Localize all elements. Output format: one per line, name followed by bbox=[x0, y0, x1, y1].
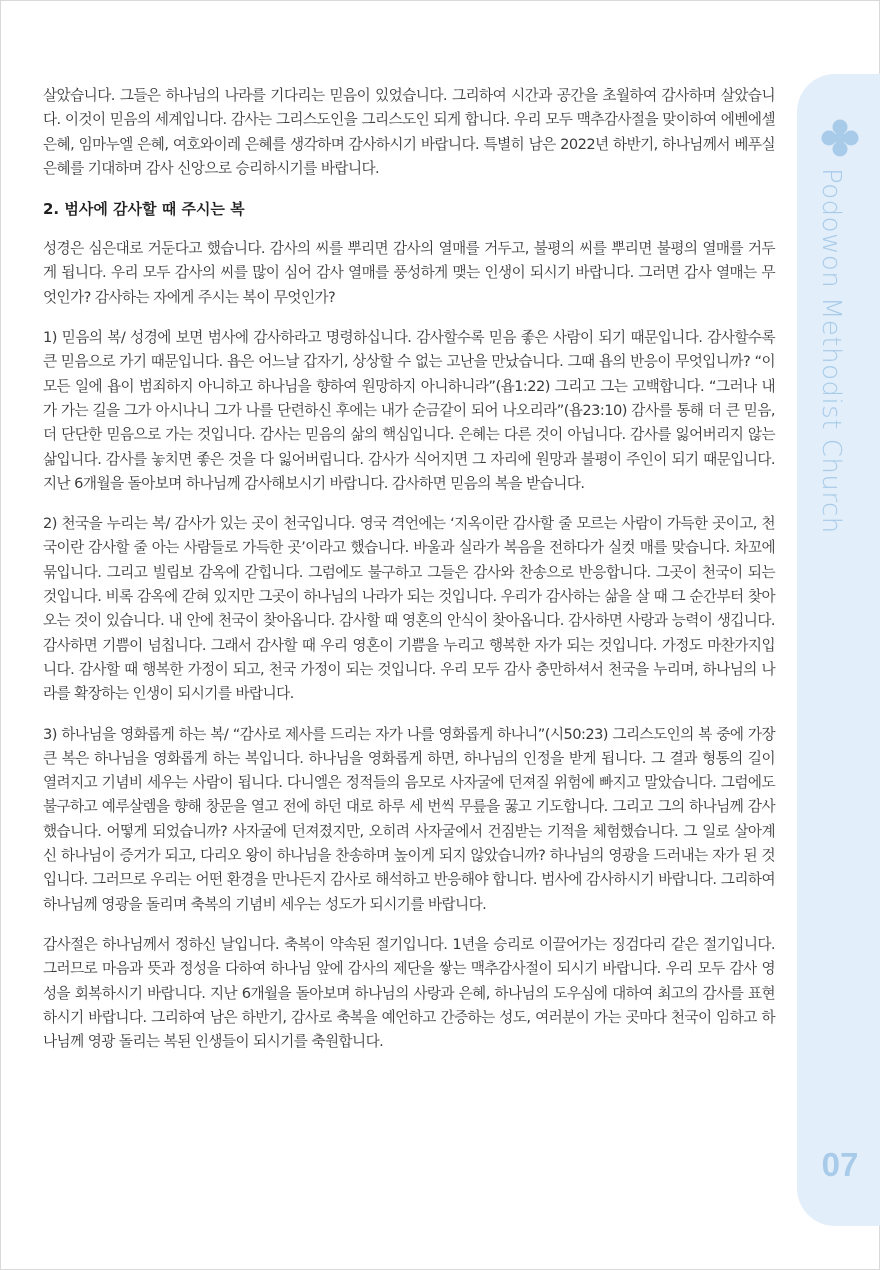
paragraph-blessing-heaven: 2) 천국을 누리는 복/ 감사가 있는 곳이 천국입니다. 영국 격언에는 ‘지옥이란 감사할 줄 모르는 사람이 가득한 곳이고, 천국이란 감사할 줄 아는 사람들로 가득한 곳’이라고 했습니다. 바울과 실라가 복음을 전하다가 실컷 매를 맞습니다. 차꼬에 묶입니다. 그리고 빌립보 감옥에 갇힙니다. 그럼에도 불구하고 그들은 감사와 찬송으로 반응합니다. 그곳이 천국이 되는 것입니다. 비록 감옥에 갇혀 있지만 그곳이 하나님의 나라가 되는 것입니다. 우리가 감사하는 삶을 살 때 그 순간부터 찾아오는 것이 있습니다. 내 안에 천국이 찾아옵니다. 감사할 때 영혼의 안식이 찾아옵니다. 감사하면 사랑과 능력이 생깁니다. 감사하면 기쁨이 넘칩니다. 그래서 감사할 때 우리 영혼이 기쁨을 누리고 행복한 자가 되는 것입니다. 가정도 마찬가지입니다. 감사할 때 행복한 가정이 되고, 천국 가정이 되는 것입니다. 우리 모두 감사 충만하셔서 천국을 누리며, 하나님의 나라를 확장하는 인생이 되시기를 바랍니다. bbox=[43, 515, 775, 703]
article-body bbox=[43, 84, 775, 1070]
paragraph-conclusion: 감사절은 하나님께서 정하신 날입니다. 축복이 약속된 절기입니다. 1년을 승리로 이끌어가는 징검다리 같은 절기입니다. 그러므로 마음과 뜻과 정성을 다하여 하나님 앞에 감사의 제단을 쌓는 맥추감사절이 되시기 바랍니다. 우리 모두 감사 영성을 회복하시기 바랍니다. 지난 6개월을 돌아보며 하나님의 사랑과 은혜, 하나님의 도우심에 대하여 최고의 감사를 표현하시기 바랍니다. 그리하여 남은 하반기, 감사로 축복을 예언하고 간증하는 성도, 여러분이 가는 곳마다 천국이 임하고 하나님께 영광 돌리는 복된 인생들이 되시기를 축원합니다. bbox=[43, 935, 775, 1051]
church-name: Podowon Methodist Church bbox=[816, 168, 846, 534]
page-number: 07 bbox=[821, 1146, 859, 1183]
paragraph-blessing-faith: 1) 믿음의 복/ 성경에 보면 범사에 감사하라고 명령하십니다. 감사할수록 믿음 좋은 사람이 되기 때문입니다. 감사할수록 큰 믿음으로 가기 때문입니다. 욥은 어느날 갑자기, 상상할 수 없는 고난을 만났습니다. 그때 욥의 반응이 무엇입니까? “이 모든 일에 욥이 범죄하지 아니하고 하나님을 향하여 원망하지 아니하니라”(욥1:22) 그리고 그는 고백합니다. “그러나 내가 가는 길을 그가 아시나니 그가 나를 단련하신 후에는 내가 순금같이 되어 나오리라”(욥23:10) 감사를 통해 더 큰 믿음, 더 단단한 믿음으로 가는 것입니다. 감사는 믿음의 삶의 핵심입니다. 은혜는 다른 것이 아닙니다. 감사를 잃어버리지 않는 삶입니다. 감사를 놓치면 좋은 것을 다 잃어버립니다. 감사가 식어지면 그 자리에 원망과 불평이 주인이 되기 때문입니다. 지난 6개월을 돌아보며 하나님께 감사해보시기 바랍니다. 감사하면 믿음의 복을 받습니다. bbox=[43, 329, 775, 492]
section-heading: 2. 범사에 감사할 때 주시는 복 bbox=[43, 200, 245, 219]
grape-cluster-icon bbox=[820, 118, 860, 158]
intro-paragraph: 살았습니다. 그들은 하나님의 나라를 기다리는 믿음이 있었습니다. 그리하여 시간과 공간을 초월하여 감사하며 살았습니다. 이것이 믿음의 세계입니다. 감사는 그리스도인을 그리스도인 되게 합니다. 우리 모두 맥추감사절을 맞이하여 에벤에셀 은혜, 임마누엘 은혜, 여호와이레 은혜를 생각하며 감사하시기 바랍니다. 특별히 남은 2022년 하반기, 하나님께서 베푸실 은혜를 기대하며 감사 신앙으로 승리하시기를 바랍니다. bbox=[43, 87, 775, 177]
paragraph-harvest: 성경은 심은대로 거둔다고 했습니다. 감사의 씨를 뿌리면 감사의 열매를 거두고, 불평의 씨를 뿌리면 불평의 열매를 거두게 됩니다. 우리 모두 감사의 씨를 많이 심어 감사 열매를 풍성하게 맺는 인생이 되시기 바랍니다. 그러면 감사 열매는 무엇인가? 감사하는 자에게 주시는 복이 무엇인가? bbox=[43, 240, 775, 306]
paragraph-blessing-glory: 3) 하나님을 영화롭게 하는 복/ “감사로 제사를 드리는 자가 나를 영화롭게 하나니”(시50:23) 그리스도인의 복 중에 가장 큰 복은 하나님을 영화롭게 하는 복입니다. 하나님을 영화롭게 하면, 하나님의 인정을 받게 됩니다. 그 결과 형통의 길이 열려지고 기념비 세우는 사람이 됩니다. 다니엘은 정적들의 음모로 사자굴에 던져질 위험에 빠지고 말았습니다. 그럼에도 불구하고 예루살렘을 향해 창문을 열고 전에 하던 대로 하루 세 번씩 무릎을 꿇고 기도합니다. 그리고 그의 하나님께 감사했습니다. 어떻게 되었습니까? 사자굴에 던져졌지만, 오히려 사자굴에서 건짐받는 기적을 체험했습니다. 그 일로 살아계신 하나님이 증거가 되고, 다리오 왕이 하나님을 찬송하며 높이게 되지 않았습니까? 하나님의 영광을 드러내는 자가 된 것입니다. 그러므로 우리는 어떤 환경을 만나든지 감사로 해석하고 반응해야 합니다. 범사에 감사하시기 바랍니다. 그리하여 하나님께 영광을 돌리며 축복의 기념비 세우는 성도가 되시기를 바랍니다. bbox=[43, 725, 775, 913]
